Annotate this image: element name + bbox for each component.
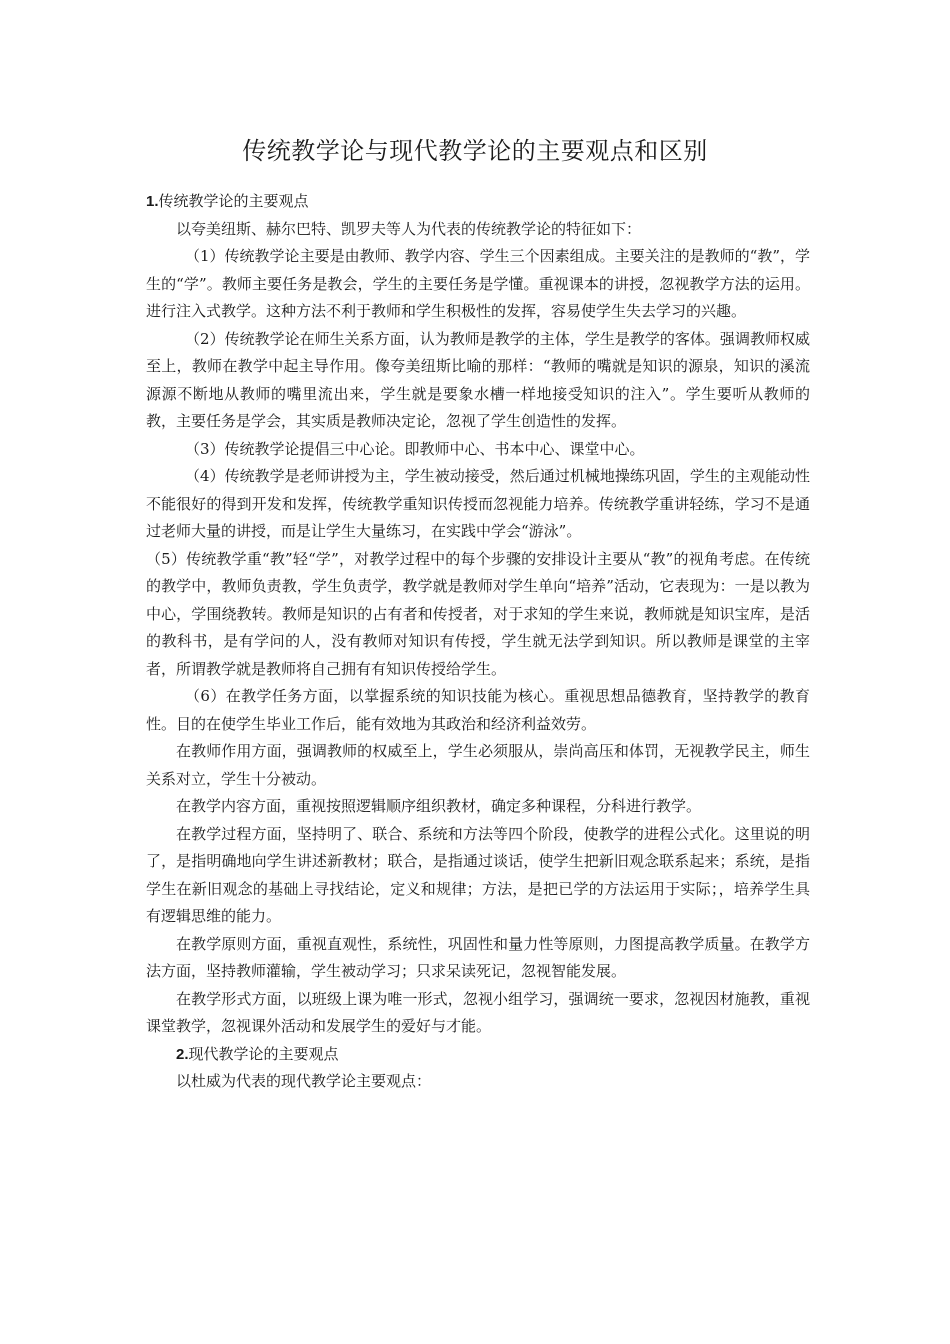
section-heading-1 [146,188,810,216]
section-number: 1. [146,193,159,210]
paragraph: 在教学原则方面，重视直观性，系统性，巩固性和量力性等原则，力图提高教学质量。在教学方法方面，坚持教师灌输，学生被动学习；只求呆读死记，忽视智能发展。 [146,934,810,980]
paragraph: 在教学内容方面，重视按照逻辑顺序组织教材，确定多种课程，分科进行教学。 [176,797,702,815]
paragraph: （6）在教学任务方面，以掌握系统的知识技能为核心。重视思想品德教育，坚持教学的教育性。目的在使学生毕业工作后，能有效地为其政治和经济利益效劳。 [146,687,810,733]
document-body [146,188,810,1096]
paragraph: 在教学形式方面，以班级上课为唯一形式，忽视小组学习，强调统一要求，忽视因材施教，重视课堂教学，忽视课外活动和发展学生的爱好与才能。 [146,989,810,1035]
paragraph: 以杜威为代表的现代教学论主要观点： [176,1072,432,1090]
section-heading-text: 传统教学论的主要观点 [158,192,309,210]
paragraph: （3）传统教学论提倡三中心论。即教师中心、书本中心、课堂中心。 [185,439,645,458]
document-title: 传统教学论与现代教学论的主要观点和区别 [242,137,708,165]
paragraph: （2）传统教学论在师生关系方面，认为教师是教学的主体，学生是教学的客体。强调教师权威至上，教师在教学中起主导作用。像夸美纽斯比喻的那样：“教师的嘴就是知识的源泉，知识的溪流源源不断地从教师的嘴里流出来，学生就是要象水槽一样地接受知识的注入”。学生要听从教师的教，主要任务是学会，其实质是教师决定论，忽视了学生创造性的发挥。 [146,329,810,430]
paragraph: （5）传统教学重“教”轻“学”，对教学过程中的每个步骤的安排设计主要从“教”的视角考虑。在传统的教学中，教师负责教，学生负责学，教学就是教师对学生单向“培养”活动，它表现为：一是以教为中心，学围绕教转。教师是知识的占有者和传授者，对于求知的学生来说，教师就是知识宝库，是活的教科书，是有学问的人，没有教师对知识有传授，学生就无法学到知识。所以教师是课堂的主宰者，所谓教学就是教师将自己拥有有知识传授给学生。 [146,549,810,678]
paragraph: 在教师作用方面，强调教师的权威至上，学生必须服从，崇尚高压和体罚，无视教学民主，师生关系对立，学生十分被动。 [146,742,810,788]
section-heading-text: 现代教学论的主要观点 [188,1044,339,1063]
paragraph: 以夸美纽斯、赫尔巴特、凯罗夫等人为代表的传统教学论的特征如下： [176,219,642,238]
paragraph: 在教学过程方面，坚持明了、联合、系统和方法等四个阶段，使教学的进程公式化。这里说的明了，是指明确地向学生讲述新教材；联合，是指通过谈话，使学生把新旧观念联系起来；系统，是指学生在新旧观念的基础上寻找结论，定义和规律；方法，是把已学的方法运用于实际；，培养学生具有逻辑思维的能力。 [146,824,810,925]
paragraph: （1）传统教学论主要是由教师、教学内容、学生三个因素组成。主要关注的是教师的“教”，学生的“学”。教师主要任务是教会，学生的主要任务是学懂。重视课本的讲授，忽视教学方法的运用。进行注入式教学。这种方法不利于教师和学生积极性的发挥，容易使学生失去学习的兴趣。 [146,247,810,320]
paragraph: （4）传统教学是老师讲授为主，学生被动接受，然后通过机械地操练巩固，学生的主观能动性不能很好的得到开发和发挥，传统教学重知识传授而忽视能力培养。传统教学重讲轻练，学习不是通过老师大量的讲授，而是让学生大量练习，在实践中学会“游泳”。 [146,467,810,540]
section-number: 2. [176,1045,189,1063]
section-heading-2 [146,1041,810,1069]
